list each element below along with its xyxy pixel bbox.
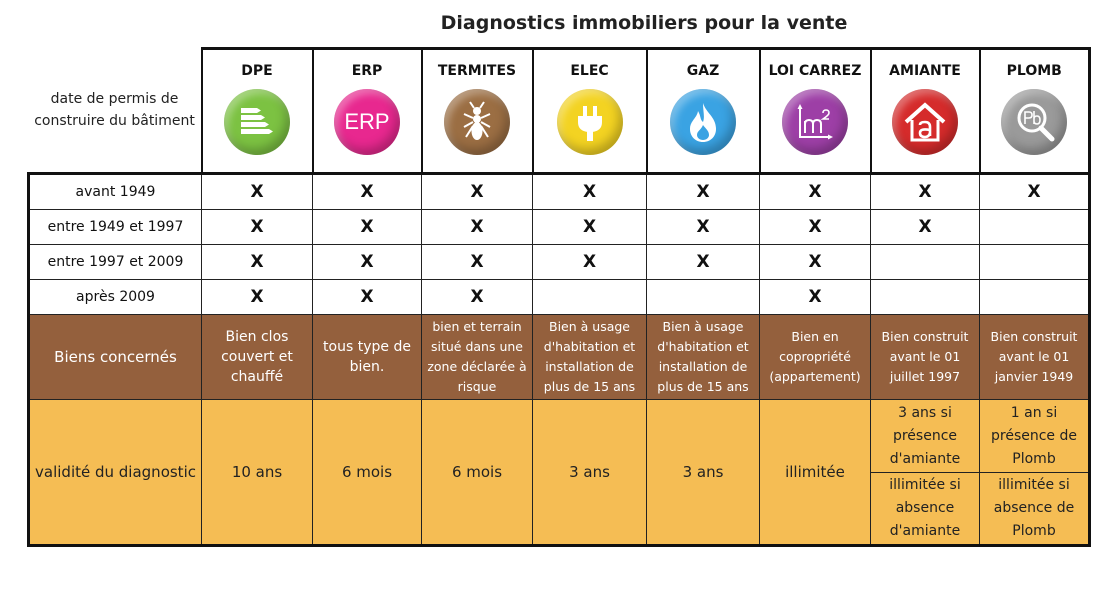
energy-label-icon <box>224 89 290 155</box>
col-header-loi-carrez <box>760 49 871 174</box>
col-title: LOI CARREZ <box>768 63 862 79</box>
mark-cell: X <box>647 174 760 210</box>
mark-cell: X <box>313 280 422 315</box>
col-header-plomb <box>980 49 1090 174</box>
row-label: entre 1997 et 2009 <box>29 245 202 280</box>
row-label: après 2009 <box>29 280 202 315</box>
table-row <box>29 245 1090 280</box>
mark-cell <box>980 210 1090 245</box>
col-title: TERMITES <box>437 63 517 79</box>
biens-cell: Bien en copropriété (appartement) <box>760 315 871 400</box>
col-title: DPE <box>241 63 273 79</box>
mark-cell <box>533 280 647 315</box>
biens-cell: Bien construit avant le 01 juillet 1997 <box>871 315 980 400</box>
mark-cell: X <box>760 245 871 280</box>
mark-cell: X <box>202 174 313 210</box>
validite-amiante-absence: illimitée si absence d'amiante <box>871 473 980 546</box>
mark-cell: X <box>422 280 533 315</box>
page-title: Diagnostics immobiliers pour la vente <box>440 12 848 34</box>
m2-icon <box>782 89 848 155</box>
erp-text-icon <box>334 89 400 155</box>
biens-cell: bien et terrain situé dans une zone déclarée à risque <box>422 315 533 400</box>
validite-cell: 3 ans <box>647 400 760 546</box>
table-row <box>29 280 1090 315</box>
mark-cell <box>871 245 980 280</box>
mark-cell: X <box>313 245 422 280</box>
house-a-icon <box>892 89 958 155</box>
validite-label: validité du diagnostic <box>29 400 202 546</box>
mark-cell: X <box>760 280 871 315</box>
biens-label: Biens concernés <box>29 315 202 400</box>
biens-cell: Bien clos couvert et chauffé <box>202 315 313 400</box>
mark-cell: X <box>533 174 647 210</box>
row-label: avant 1949 <box>29 174 202 210</box>
table-row <box>29 210 1090 245</box>
biens-row <box>29 315 1090 400</box>
col-header-elec <box>533 49 647 174</box>
mark-cell: X <box>647 210 760 245</box>
col-header-gaz <box>647 49 760 174</box>
mark-cell: X <box>760 174 871 210</box>
validite-cell: 3 ans <box>533 400 647 546</box>
mark-cell: X <box>422 245 533 280</box>
col-header-dpe <box>202 49 313 174</box>
mark-cell <box>871 280 980 315</box>
validite-plomb-absence: illimitée si absence de Plomb <box>980 473 1090 546</box>
col-title: GAZ <box>686 63 720 79</box>
validite-cell: illimitée <box>760 400 871 546</box>
mark-cell: X <box>871 174 980 210</box>
mark-cell: X <box>533 210 647 245</box>
mark-cell: X <box>871 210 980 245</box>
erp-icon-text: ERP <box>344 109 390 134</box>
col-header-termites <box>422 49 533 174</box>
mark-cell: X <box>760 210 871 245</box>
mark-cell: X <box>202 210 313 245</box>
mark-cell: X <box>313 174 422 210</box>
mark-cell: X <box>313 210 422 245</box>
biens-cell: Bien à usage d'habitation et installation de plus de 15 ans <box>647 315 760 400</box>
termite-icon <box>444 89 510 155</box>
mark-cell <box>980 245 1090 280</box>
validite-cell: 6 mois <box>313 400 422 546</box>
biens-cell: tous type de bien. <box>313 315 422 400</box>
mark-cell: X <box>422 174 533 210</box>
mark-cell <box>980 280 1090 315</box>
mark-cell: X <box>647 245 760 280</box>
col-title: ELEC <box>570 63 609 79</box>
col-title: PLOMB <box>1006 63 1062 79</box>
mark-cell <box>647 280 760 315</box>
mark-cell: X <box>202 245 313 280</box>
col-header-erp <box>313 49 422 174</box>
biens-cell: Bien construit avant le 01 janvier 1949 <box>980 315 1090 400</box>
col-header-amiante <box>871 49 980 174</box>
row-label: entre 1949 et 1997 <box>29 210 202 245</box>
corner-label: date de permis de construire du bâtiment <box>34 91 195 130</box>
validite-row <box>29 400 1090 473</box>
mark-cell: X <box>202 280 313 315</box>
validite-plomb-presence: 1 an si présence de Plomb <box>980 400 1090 473</box>
table-row <box>29 174 1090 210</box>
mark-cell: X <box>533 245 647 280</box>
mark-cell: X <box>980 174 1090 210</box>
mark-cell: X <box>422 210 533 245</box>
magnifier-pb-icon <box>1001 89 1067 155</box>
diagnostics-table <box>27 47 1091 547</box>
validite-cell: 10 ans <box>202 400 313 546</box>
flame-icon <box>670 89 736 155</box>
plug-icon <box>557 89 623 155</box>
validite-cell: 6 mois <box>422 400 533 546</box>
col-title: ERP <box>351 63 383 79</box>
validite-amiante-presence: 3 ans si présence d'amiante <box>871 400 980 473</box>
biens-cell: Bien à usage d'habitation et installation de plus de 15 ans <box>533 315 647 400</box>
col-title: AMIANTE <box>889 63 961 79</box>
